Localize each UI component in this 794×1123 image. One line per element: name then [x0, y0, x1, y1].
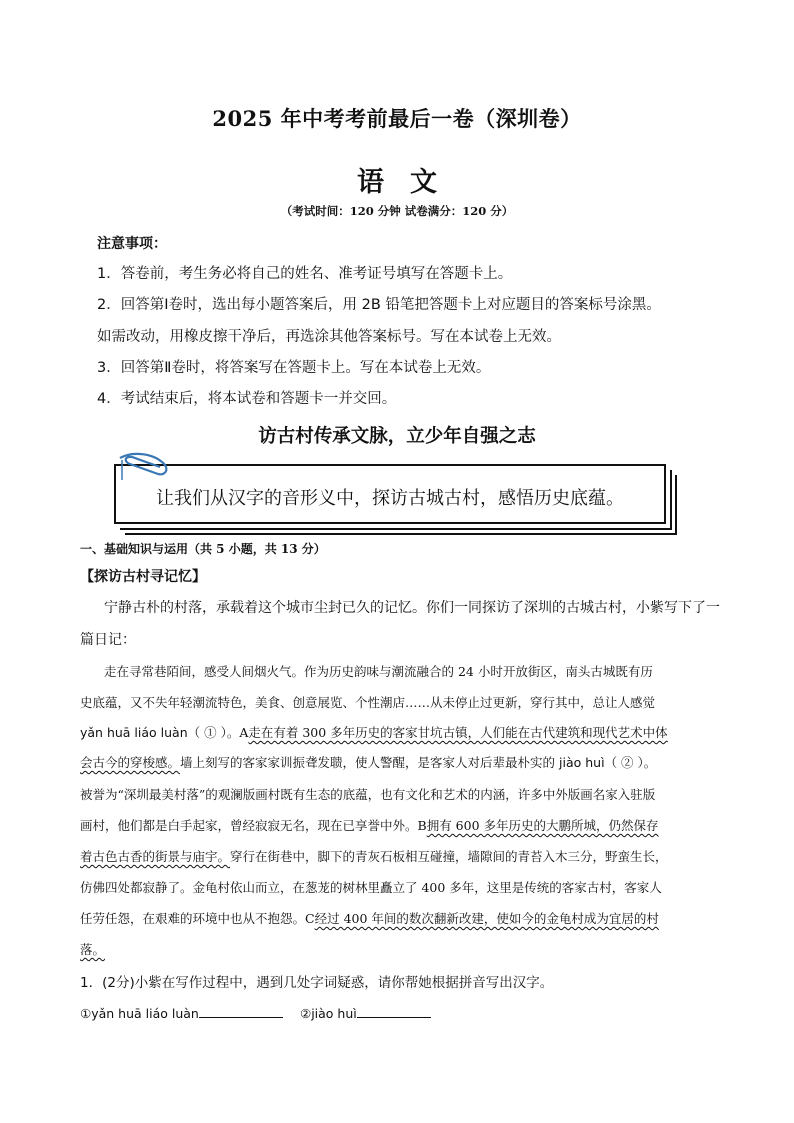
blank-marker-1: （ ① ）。	[187, 725, 240, 740]
sentence-marker-a: A	[239, 725, 249, 740]
exam-info: （考试时间：120 分钟 试卷满分：120 分）	[280, 204, 514, 218]
diary-line	[80, 816, 659, 834]
answer-1	[80, 1003, 283, 1021]
blank-marker-2: （ ② ）。	[604, 755, 657, 770]
paperclip-icon	[116, 450, 176, 486]
answer-1-blank[interactable]	[199, 1003, 283, 1018]
intro-text: 宁静古朴的村落，承载着这个城市尘封已久的记忆。你们一同探访了深圳的古城古村，小紫写下了一	[104, 600, 720, 616]
diary-line: 走在寻常巷陌间，感受人间烟火气。作为历史韵味与潮流融合的 24 小时开放街区，南头古城既有历	[104, 664, 653, 679]
diary-line	[80, 909, 659, 927]
exam-title: 2025 年中考考前最后一卷（深圳卷）	[212, 106, 582, 131]
intro-text: 篇日记：	[80, 632, 136, 648]
sentence-b: 拥有 600 多年历史的大鹏所城，仍然保存	[426, 818, 659, 833]
answer-1-label: ①yǎn huā liáo luàn	[80, 1006, 199, 1021]
diary-line: 被誉为“深圳最美村落”的观澜版画村既有生态的底蕴，也有文化和艺术的内涵，许多中外版画名家入驻版	[80, 787, 656, 802]
note-item: 如需改动，用橡皮擦干净后，再选涂其他答案标号。写在本试卷上无效。	[97, 329, 561, 345]
sentence-a: 走在有着 300 多年历史的客家甘坑古镇，人们能在古代建筑和现代艺术中体	[248, 725, 668, 740]
pinyin-1: yǎn huā liáo luàn	[80, 725, 188, 740]
note-item: 3．回答第Ⅱ卷时，将答案写在答题卡上。写在本试卷上无效。	[97, 360, 491, 376]
diary-line: 仿佛四处都寂静了。金龟村依山而立，在葱茏的树林里矗立了 400 多年，这里是传统的客家古村，客家人	[80, 880, 662, 895]
section-subhead: 【探访古村寻记忆】	[80, 569, 206, 585]
diary-text: 墙上刻写的客家家训振聋发聩，使人警醒，是客家人对后辈最朴实的	[180, 755, 556, 770]
pinyin-2: jiào huì	[559, 755, 605, 770]
sentence-marker-c: C	[305, 911, 315, 926]
diary-text: 画村，他们都是白手起家，曾经寂寂无名，现在已享誉中外。	[80, 818, 418, 833]
diary-line: 史底蕴，又不失年轻潮流特色，美食、创意展览、个性潮店……从未停止过更新，穿行其中，总让人感觉	[80, 695, 656, 710]
diary-line	[80, 723, 668, 741]
note-item: 2．回答第Ⅰ卷时，选出每小题答案后，用 2B 铅笔把答题卡上对应题目的答案标号涂黑。	[97, 297, 661, 313]
subject-title: 语文	[357, 167, 463, 198]
diary-line	[80, 753, 656, 771]
question-1-stem: 1．(2分)小紫在写作过程中，遇到几处字词疑惑，请你帮她根据拼音写出汉字。	[80, 975, 554, 991]
theme-title: 访古村传承文脉，立少年自强之志	[258, 426, 536, 447]
section-title: 一、基础知识与运用（共 5 小题，共 13 分）	[80, 542, 326, 556]
diary-text: 穿行在街巷中，脚下的青灰石板相互碰撞，墙隙间的青苔入木三分，野蛮生长，	[230, 849, 668, 864]
sentence-c-end: 落。	[80, 942, 106, 957]
note-item: 1．答卷前，考生务必将自己的姓名、准考证号填写在答题卡上。	[97, 266, 513, 282]
banner-text: 让我们从汉字的音形义中，探访古城古村，感悟历史底蕴。	[156, 488, 624, 509]
sentence-b-end: 着古色古香的街景与庙宇。	[80, 849, 231, 864]
diary-text: 任劳任怨，在艰难的环境中也从不抱怨。	[80, 911, 306, 926]
answer-2-blank[interactable]	[357, 1003, 431, 1018]
note-item: 4．考试结束后，将本试卷和答题卡一并交回。	[97, 391, 397, 407]
banner-box	[114, 464, 666, 524]
diary-line	[80, 940, 105, 958]
sentence-marker-b: B	[417, 818, 427, 833]
sentence-c: 经过 400 年间的数次翻新改建，使如今的金龟村成为宜居的村	[314, 911, 659, 926]
answer-2	[300, 1003, 431, 1021]
sentence-a-end: 会古今的穿梭感。	[80, 755, 181, 770]
notes-title: 注意事项：	[97, 236, 167, 252]
answer-2-label: ②jiào huì	[300, 1006, 357, 1021]
diary-line	[80, 847, 668, 865]
